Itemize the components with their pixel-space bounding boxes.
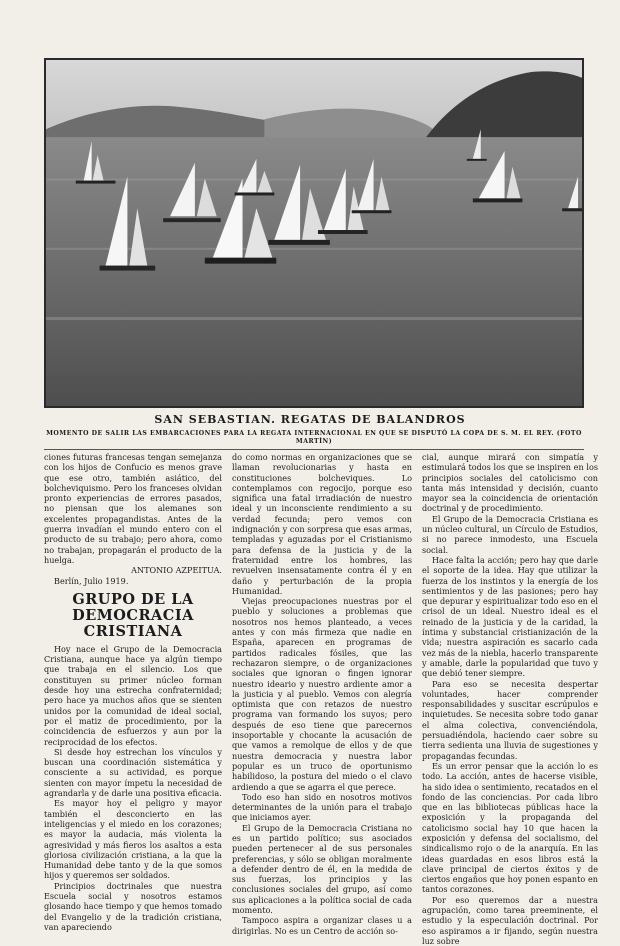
paragraph: Es un error pensar que la acción lo es todo. La acción, antes de hacerse visible, ha sido idea o sentimiento, recatados en el fondo de las conciencias. Por cada libro que en las bibliotecas públicas hace la exposición y la propaganda del catolicismo social hay 10 que hacen la exposición y defensa del socialismo, del sindicalismo rojo o de la anarquía. En las ideas guardadas en esos libros está la clave principal de ciertos éxitos y de ciertos engaños que hoy ponen espanto en tantos corazones. — [422, 760, 598, 895]
photo-caption-subtitle: MOMENTO DE SALIR LAS EMBARCACIONES PARA LA REGATA INTERNACIONAL EN QUE SE DISPUTÓ LA COPA DE S. M. EL REY. (FOTO MARTÍN) — [46, 430, 582, 445]
paragraph: Viejas preocupaciones nuestras por el pueblo y soluciones a problemas que nosotros nos hemos planteado, a veces antes y con más firmeza que nadie en España, aparecen en programas de partidos radicales fósiles, que las rechazaron siempre, o de organizaciones sociales que ignoran o fingen ignorar nuestro ideario y nuestro ardiente amor a la justicia y al pueblo. Vemos con alegría optimista que con retazos de nuestro programa van formando los suyos; pero después de eso tiene que parecernos insoportable y chocante la acusación de que vamos a remolque de ellos y de que nuestra democracia y nuestra labor popular es un truco de oportunismo habilidoso, la postura del miedo o el clavo ardiendo a que se agarra el que perece. — [232, 596, 412, 792]
paragraph: Principios doctrinales que nuestra Escuela social y nosotros estamos glosando hace tiempo y que hemos tomado del Evangelio y de la tradición cristiana, van apareciendo — [44, 880, 222, 932]
article-continuation: ciones futuras francesas tengan semejanza con los hijos de Confucio es menos grave que ese otro, también asiático, del bolcheviquismo. Pero los franceses olvidan pronto experiencias de errores pasados, no piensan que los alemanes son excelentes propagandistas. Antes de la guerra invadían el mundo entero con el producto de su trabajo; pero ahora, como no trabajan, propagarán el producto de la huelga. — [44, 452, 222, 565]
paragraph: Hoy nace el Grupo de la Democracia Cristiana, aunque hace ya algún tiempo que trabaja en el silencio. Los que constituyen su primer núcleo forman desde hoy una estrecha confraternidad; pero hace ya muchos años que se sienten unidos por la comunidad de ideal social, por el matiz de procedimiento, por la coincidencia de esfuerzos y aun por la reciprocidad de los efectos. — [44, 643, 222, 747]
article-author: ANTONIO AZPEITUA. — [131, 565, 222, 576]
paragraph: El Grupo de la Democracia Cristiana no es un partido político; sus asociados pueden pertenecer al de sus personales preferencias, y sólo se obligan moralmente a defender dentro de él, en la medida de sus fuerzas, los principios y las conclusiones sociales del grupo, así como sus aplicaciones a la política social de cada momento. — [232, 822, 412, 916]
section-divider — [44, 449, 584, 450]
column-1 — [44, 452, 222, 932]
paragraph: Todo eso han sido en nosotros motivos determinantes de la unión para el trabajo que iniciamos ayer. — [232, 791, 412, 823]
paragraph: Tampoco aspira a organizar clases u a dirigirlas. No es un Centro de acción so- — [232, 915, 412, 936]
article-dateline: Berlín, Julio 1919. — [54, 575, 129, 586]
paragraph: Por eso queremos dar a nuestra agrupación, como tarea preeminente, el estudio y la especulación doctrinal. Por eso aspiramos a ir fijando, según nuestra luz sobre — [422, 894, 598, 946]
column-2 — [232, 452, 412, 936]
paragraph: Si desde hoy estrechan los vínculos y buscan una coordinación sistemática y consciente a su actividad, es porque sienten con mayor ímpetu la necesidad de agrandarla y de darle una positiva eficacia. — [44, 746, 222, 799]
photo-caption-title: SAN SEBASTIAN. REGATAS DE BALANDROS — [154, 413, 466, 426]
paragraph: do como normas en organizaciones que se llaman revolucionarias y hasta en constituciones bolcheviques. Lo contemplamos con regocijo, porque eso significa una fatal irradiación de nuestro ideal y un inconsciente rendimiento a su verdad fecunda; pero vemos con indignación y con sorpresa que esas armas, templadas y aguzadas por el Cristianismo para defensa de la justicia y de la fraternidad entre los hombres, las revuelven insensatamente contra él y en daño y perturbación de la propia Humanidad. — [232, 452, 412, 596]
column-3 — [422, 452, 598, 946]
regatta-photo — [44, 58, 584, 408]
regatta-photo-illustration — [46, 60, 582, 406]
paragraph: Hace falta la acción; pero hay que darle el soporte de la idea. Hay que utilizar la fuerza de los instintos y la energía de los sentimientos y de las pasiones; pero hay que depurar y espiritualizar todo eso en el crisol de un ideal. Nuestro ideal es el reinado de la justicia y de la caridad, la íntima y substancial cristianización de la vida; nuestra aspiración es sacarlo cada vez más de la niebla, hacerlo transparente y amable, darle la popularidad que tuvo y que debió tener siempre. — [422, 554, 598, 679]
article-headline: GRUPO DE LA DEMOCRACIA CRISTIANA — [72, 590, 194, 640]
paragraph: cial, aunque mirará con simpatía y estimulará todos los que se inspiren en los principios sociales del catolicismo con tanta más intensidad y decisión, cuanto mayor sea la coincidencia de orientación doctrinal y de procedimiento. — [422, 452, 598, 514]
paragraph: El Grupo de la Democracia Cristiana es un núcleo cultural, un Círculo de Estudios, si no parece inmodesto, una Escuela social. — [422, 513, 598, 555]
paragraph: Para eso se necesita despertar voluntades, hacer comprender responsabilidades y suscitar escrúpulos e inquietudes. Se necesita sobre todo ganar el alma colectiva, convenciéndola, persuadiéndola, haciendo caer sobre su tierra sedienta una lluvia de sugestiones y propagandas fecundas. — [422, 678, 598, 761]
paragraph: Es mayor hoy el peligro y mayor también el desconcierto en las inteligencias y el miedo en los corazones; es mayor la audacia, más violenta la agresividad y más fieros los asaltos a esta gloriosa civilización cristiana, a la que la Humanidad debe tanto y de la que somos hijos y queremos ser soldados. — [44, 798, 222, 881]
